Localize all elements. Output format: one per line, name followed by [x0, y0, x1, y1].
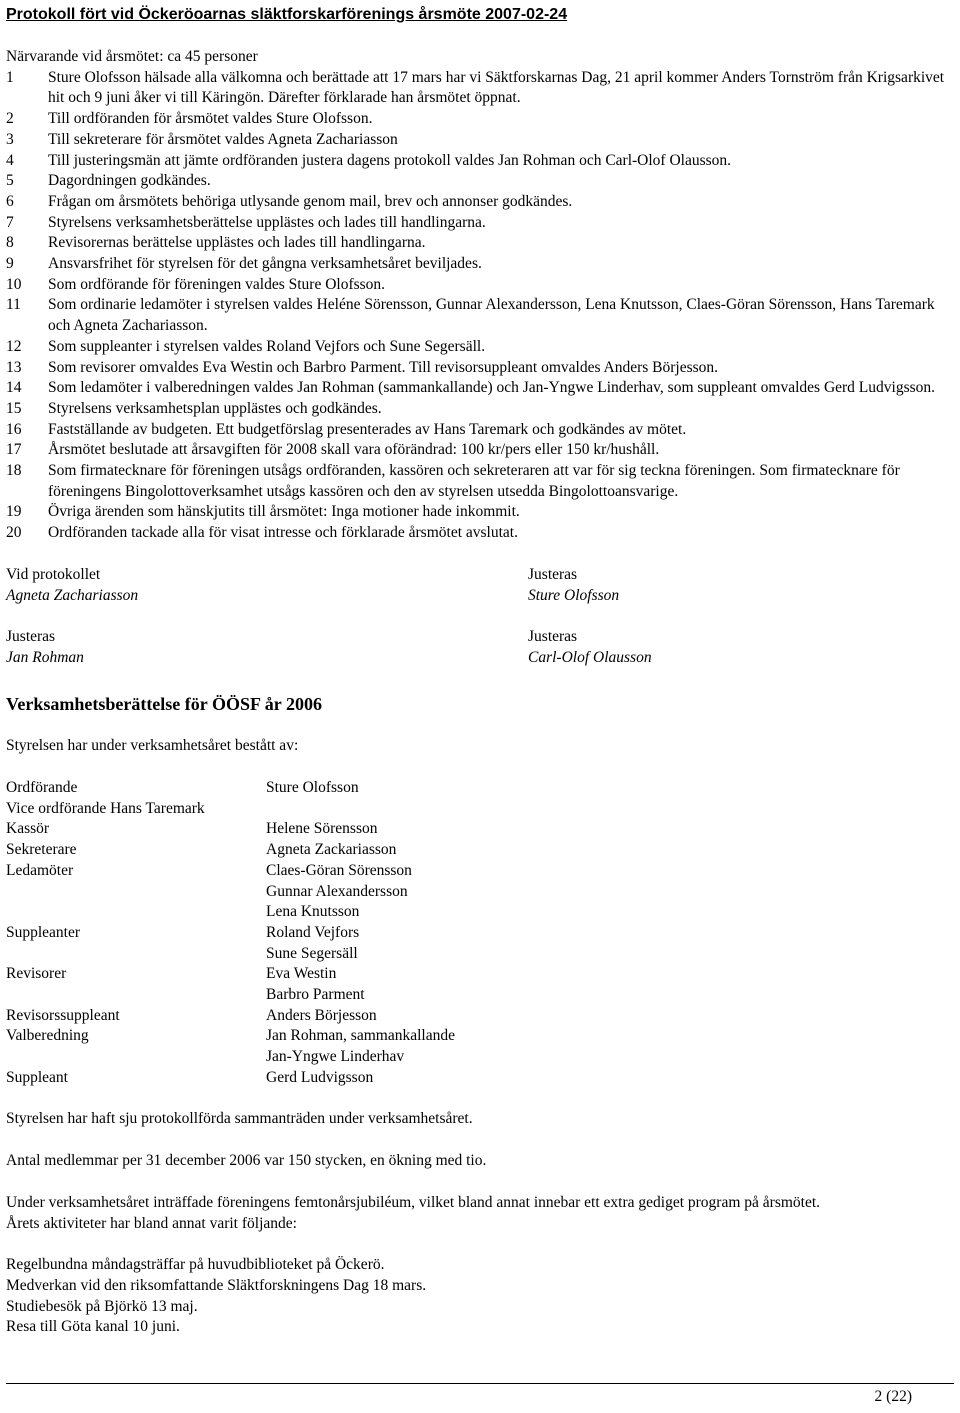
minutes-item [6, 151, 954, 172]
board-role: Suppleant [6, 1068, 68, 1086]
activity-item: Resa till Göta kanal 10 juni. [6, 1318, 180, 1336]
item-text: Styrelsens verksamhetsberättelse upplästes och lades till handlingarna. [48, 213, 486, 231]
item-number: 9 [6, 255, 14, 273]
signature-column-left [6, 565, 528, 669]
board-row [6, 923, 954, 944]
signature-block [6, 565, 954, 669]
minutes-list [6, 68, 954, 544]
signature-label: Vid protokollet [6, 565, 101, 583]
signature-label: Justeras [6, 627, 56, 645]
item-number: 5 [6, 172, 14, 190]
item-text: Som suppleanter i styrelsen valdes Roland Vejfors och Sune Segersäll. [48, 337, 486, 355]
item-text: Ordföranden tackade alla för visat intresse och förklarade årsmötet avslutat. [48, 524, 518, 542]
item-text: Till justeringsmän att jämte ordföranden justera dagens protokoll valdes Jan Rohman och Carl-Olof Olausson. [48, 151, 732, 169]
item-number: 4 [6, 151, 14, 169]
board-row [6, 1047, 954, 1068]
minutes-item [6, 502, 954, 523]
item-text: Som revisorer omvaldes Eva Westin och Barbro Parment. Till revisorsuppleant omvaldes Anders Börjesson. [48, 358, 719, 376]
board-member: Jan Rohman, sammankallande [266, 1027, 455, 1045]
members-paragraph: Antal medlemmar per 31 december 2006 var 150 stycken, en ökning med tio. [6, 1152, 487, 1170]
item-text: Till sekreterare för årsmötet valdes Agneta Zachariasson [48, 130, 398, 148]
board-role: Vice ordförande Hans Taremark [6, 799, 205, 817]
board-row [6, 819, 954, 840]
minutes-item [6, 109, 954, 130]
board-role [6, 944, 266, 965]
meetings-paragraph: Styrelsen har haft sju protokollförda sammanträden under verksamhetsåret. [6, 1110, 473, 1128]
board-row [6, 902, 954, 923]
board-row [6, 778, 954, 799]
item-number: 15 [6, 399, 22, 417]
item-number: 2 [6, 110, 14, 128]
board-role [6, 882, 266, 903]
item-text: Sture Olofsson hälsade alla välkomna och berättade att 17 mars har vi Säktforskarnas Dag, 21 april kommer Anders Tornström från Krigsarkivet hit och 9 juni åker vi till Käringön. Därefter förklarade han årsmötet öppnat. [48, 68, 945, 107]
signature-column-right [528, 565, 652, 669]
anniversary-paragraph: Under verksamhetsåret inträffade föreningens femtonårsjubiléum, vilket bland annat innebar ett extra gediget program på årsmötet. [6, 1193, 821, 1211]
item-number: 12 [6, 337, 22, 355]
item-text: Som ordförande för föreningen valdes Sture Olofsson. [48, 275, 386, 293]
item-number: 3 [6, 130, 14, 148]
item-text: Fastställande av budgeten. Ett budgetförslag presenterades av Hans Taremark och godkändes av mötet. [48, 420, 687, 438]
minutes-item [6, 171, 954, 192]
board-role: Revisorssuppleant [6, 1006, 120, 1024]
board-member: Gunnar Alexandersson [266, 882, 408, 900]
minutes-item [6, 420, 954, 441]
activity-item: Regelbundna måndagsträffar på huvudbiblioteket på Öckerö. [6, 1256, 385, 1274]
board-row [6, 1068, 954, 1089]
signature-name: Sture Olofsson [528, 586, 620, 604]
board-role [6, 902, 266, 923]
signature-name: Agneta Zachariasson [6, 586, 139, 604]
report-title: Verksamhetsberättelse för ÖÖSF år 2006 [6, 694, 322, 715]
board-row [6, 882, 954, 903]
minutes-item [6, 68, 954, 109]
minutes-item [6, 130, 954, 151]
item-number: 1 [6, 68, 14, 86]
activities-list [6, 1255, 954, 1338]
item-number: 16 [6, 420, 22, 438]
board-row [6, 840, 954, 861]
board-row [6, 1006, 954, 1027]
activities-intro: Årets aktiviteter har bland annat varit följande: [6, 1214, 297, 1232]
minutes-item [6, 275, 954, 296]
item-number: 14 [6, 379, 22, 397]
board-role: Suppleanter [6, 923, 81, 941]
item-text: Årsmötet beslutade att årsavgiften för 2008 skall vara oförändrad: 100 kr/pers eller 150 kr/hushåll. [48, 441, 660, 459]
board-member: Eva Westin [266, 965, 337, 983]
item-number: 19 [6, 503, 22, 521]
minutes-item [6, 295, 954, 336]
item-number: 8 [6, 234, 14, 252]
board-row [6, 861, 954, 882]
activity-item: Medverkan vid den riksomfattande Släktforskningens Dag 18 mars. [6, 1276, 427, 1294]
board-role: Valberedning [6, 1027, 89, 1045]
board-member: Sture Olofsson [266, 779, 359, 797]
board-member: Sune Segersäll [266, 944, 358, 962]
minutes-item [6, 233, 954, 254]
item-text: Revisorernas berättelse upplästes och lades till handlingarna. [48, 234, 426, 252]
board-member: Barbro Parment [266, 985, 365, 1003]
board-role: Sekreterare [6, 841, 77, 859]
minutes-item [6, 440, 954, 461]
item-number: 13 [6, 358, 22, 376]
document-page [6, 0, 954, 1338]
minutes-item [6, 523, 954, 544]
item-number: 17 [6, 441, 22, 459]
activity-item: Studiebesök på Björkö 13 maj. [6, 1297, 198, 1315]
minutes-item [6, 213, 954, 234]
minutes-item [6, 337, 954, 358]
page-number: 2 (22) [874, 1388, 912, 1405]
item-number: 7 [6, 213, 14, 231]
signature-label: Justeras [528, 627, 578, 645]
board-row [6, 1026, 954, 1047]
item-text: Styrelsens verksamhetsplan upplästes och godkändes. [48, 399, 382, 417]
minutes-item [6, 254, 954, 275]
board-member: Anders Börjesson [266, 1006, 377, 1024]
board-role: Kassör [6, 820, 50, 838]
item-text: Som ordinarie ledamöter i styrelsen valdes Heléne Sörensson, Gunnar Alexandersson, Lena Knutsson, Claes-Göran Sörensson, Hans Taremark och Agneta Zachariasson. [48, 296, 935, 335]
board-member: Lena Knutsson [266, 903, 360, 921]
item-number: 18 [6, 462, 22, 480]
board-member: Jan-Yngwe Linderhav [266, 1048, 405, 1066]
board-member: Roland Vejfors [266, 923, 360, 941]
document-title: Protokoll fört vid Öckeröoarnas släktforskarförenings årsmöte 2007-02-24 [6, 6, 568, 23]
board-role: Revisorer [6, 965, 67, 983]
board-member: Claes-Göran Sörensson [266, 861, 412, 879]
board-member: Helene Sörensson [266, 820, 378, 838]
item-text: Ansvarsfrihet för styrelsen för det gångna verksamhetsåret beviljades. [48, 255, 482, 273]
signature-name: Carl-Olof Olausson [528, 648, 652, 666]
item-number: 11 [6, 296, 21, 314]
item-text: Dagordningen godkändes. [48, 172, 211, 190]
board-role: Ordförande [6, 779, 78, 797]
item-text: Som firmatecknare för föreningen utsågs ordföranden, kassören och sekreteraren att var för sig teckna föreningen. Som firmatecknare för föreningens Bingolottoverksamhet utsågs kassören och den av styrelsen utsedda Bingolottoansvarige. [48, 462, 900, 500]
board-intro: Styrelsen har under verksamhetsåret bestått av: [6, 737, 299, 755]
board-role [6, 985, 266, 1006]
board-row [6, 944, 954, 965]
attendance-line: Närvarande vid årsmötet: ca 45 personer [6, 48, 258, 65]
minutes-item [6, 192, 954, 213]
board-role: Ledamöter [6, 861, 74, 879]
board-role [6, 1047, 266, 1068]
board-member: Gerd Ludvigsson [266, 1068, 374, 1086]
minutes-item [6, 378, 954, 399]
item-text: Till ordföranden för årsmötet valdes Sture Olofsson. [48, 110, 373, 128]
minutes-item [6, 399, 954, 420]
signature-label: Justeras [528, 565, 578, 583]
footer-divider [6, 1383, 954, 1384]
board-row [6, 799, 954, 820]
signature-name: Jan Rohman [6, 648, 84, 666]
board-row [6, 964, 954, 985]
minutes-item [6, 461, 954, 502]
minutes-item [6, 358, 954, 379]
item-number: 10 [6, 275, 22, 293]
item-text: Övriga ärenden som hänskjutits till årsmötet: Inga motioner hade inkommit. [48, 503, 520, 521]
board-list [6, 778, 954, 1088]
item-number: 6 [6, 192, 14, 210]
item-text: Som ledamöter i valberedningen valdes Jan Rohman (sammankallande) och Jan-Yngwe Linderhav, som suppleant omvaldes Gerd Ludvigsson. [48, 379, 936, 397]
board-member: Agneta Zackariasson [266, 841, 397, 859]
board-row [6, 985, 954, 1006]
item-number: 20 [6, 524, 22, 542]
item-text: Frågan om årsmötets behöriga utlysande genom mail, brev och annonser godkändes. [48, 192, 573, 210]
